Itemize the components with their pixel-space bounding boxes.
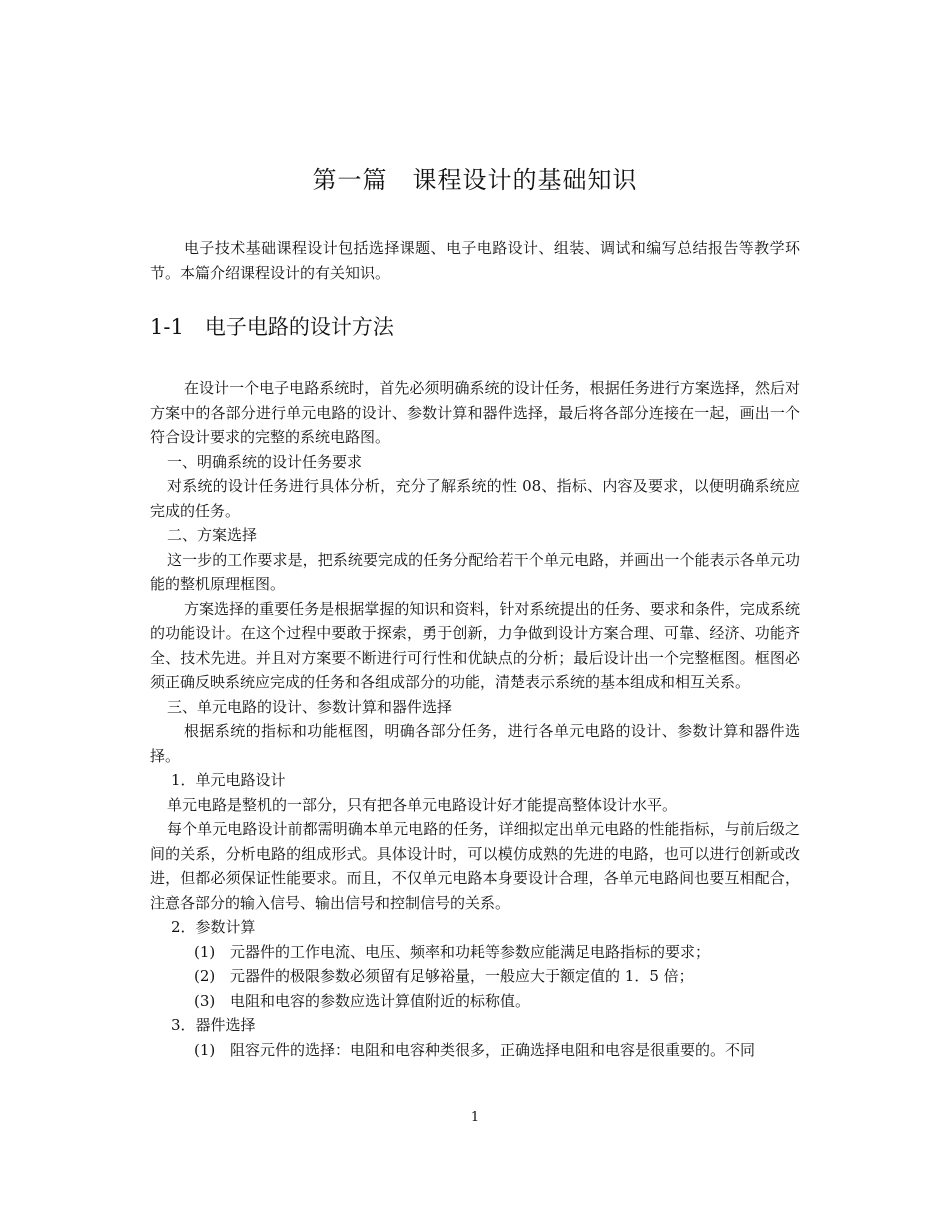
subheading: 3．器件选择 bbox=[171, 1016, 256, 1034]
list-item bbox=[150, 964, 800, 989]
section-heading: 1-1 电子电路的设计方法 bbox=[150, 315, 394, 339]
paragraph: 这一步的工作要求是，把系统要完成的任务分配给若干个单元电路，并画出一个能表示各单元功能的整机原理框图。 bbox=[150, 550, 800, 593]
intro-paragraph: 电子技术基础课程设计包括选择课题、电子电路设计、组装、调试和编写总结报告等教学环节。本篇介绍课程设计的有关知识。 bbox=[150, 239, 800, 282]
section-body bbox=[150, 376, 800, 1062]
page-title: 第一篇 课程设计的基础知识 bbox=[312, 166, 638, 194]
list-item bbox=[150, 989, 800, 1014]
subheading: 一、明确系统的设计任务要求 bbox=[167, 452, 363, 471]
paragraph: 方案选择的重要任务是根据掌握的知识和资料，针对系统提出的任务、要求和条件，完成系统的功能设计。在这个过程中要敢于探索，勇于创新，力争做到设计方案合理、可靠、经济、功能齐全、技术先进。并且对方案要不断进行可行性和优缺点的分析；最后设计出一个完整框图。框图必须正确反映系统应完成的任务和各组成部分的功能，清楚表示系统的基本组成和相互关系。 bbox=[150, 599, 800, 691]
list-item bbox=[150, 1038, 800, 1063]
subheading: 二、方案选择 bbox=[167, 526, 258, 544]
paragraph: 根据系统的指标和功能框图，明确各部分任务，进行各单元电路的设计、参数计算和器件选择。 bbox=[150, 722, 800, 765]
list-item-number: (2) bbox=[194, 967, 216, 985]
list-item-text: 元器件的极限参数必须留有足够裕量，一般应大于额定值的 1．5 倍； bbox=[230, 967, 694, 985]
subheading: 2．参数计算 bbox=[171, 918, 256, 936]
list-item-number: (1) bbox=[194, 942, 216, 961]
paragraph: 对系统的设计任务进行具体分析，充分了解系统的性 08、指标、内容及要求，以便明确系统应完成的任务。 bbox=[150, 477, 800, 520]
subheading: 1．单元电路设计 bbox=[171, 771, 286, 789]
paragraph: 每个单元电路设计前都需明确本单元电路的任务，详细拟定出单元电路的性能指标，与前后级之间的关系，分析电路的组成形式。具体设计时，可以模仿成熟的先进的电路，也可以进行创新或改进，但都必须保证性能要求。而且，不仅单元电路本身要设计合理，各单元电路间也要互相配合，注意各部分的输入信号、输出信号和控制信号的关系。 bbox=[150, 820, 800, 912]
list-item-number: (1) bbox=[194, 1040, 216, 1059]
paragraph: 在设计一个电子电路系统时，首先必须明确系统的设计任务，根据任务进行方案选择，然后对方案中的各部分进行单元电路的设计、参数计算和器件选择，最后将各部分连接在一起，画出一个符合设计要求的完整的系统电路图。 bbox=[150, 379, 800, 446]
list-item-number: (3) bbox=[194, 991, 216, 1010]
subheading: 三、单元电路的设计、参数计算和器件选择 bbox=[167, 697, 453, 716]
list-item-text: 元器件的工作电流、电压、频率和功耗等参数应能满足电路指标的要求； bbox=[230, 942, 711, 961]
page-number: 1 bbox=[470, 1110, 480, 1125]
list-item-text: 阻容元件的选择：电阻和电容种类很多，正确选择电阻和电容是很重要的。不同 bbox=[230, 1040, 756, 1059]
list-item-text: 电阻和电容的参数应选计算值附近的标称值。 bbox=[230, 991, 531, 1010]
list-item bbox=[150, 940, 800, 965]
paragraph: 单元电路是整机的一部分，只有把各单元电路设计好才能提高整体设计水平。 bbox=[167, 795, 678, 814]
